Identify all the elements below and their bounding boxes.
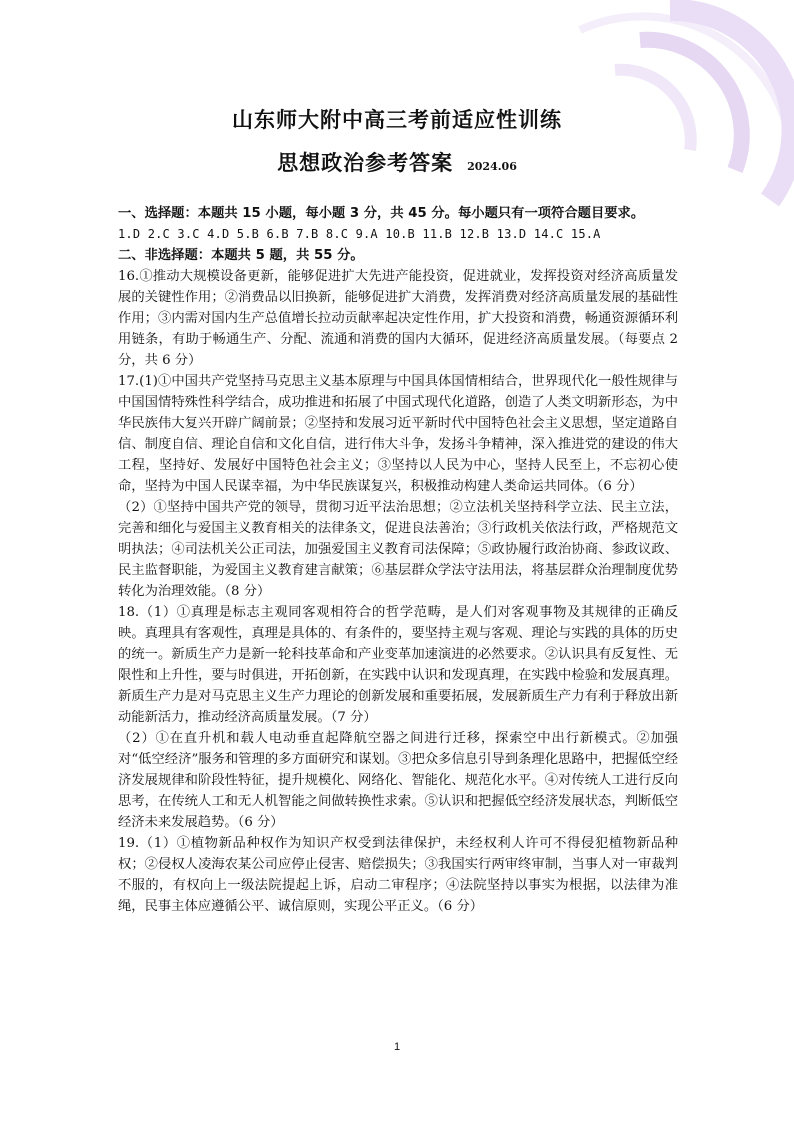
document-date: 2024.06 [467,160,517,173]
page-number: 1 [393,1041,401,1053]
answer-q17-part1: 17.(1)①中国共产党坚持马克思主义基本原理与中国具体国情相结合，世界现代化一般性规律与中国国情特殊性科学结合，成功推进和拓展了中国式现代化道路，创造了人类文明新形态，为中华民族伟大复兴开辟广阔前景；②坚持和发展习近平新时代中国特色社会主义思想，坚定道路自信、制度自信、理论自信和文化自信，进行伟大斗争，发扬斗争精神，深入推进党的建设的伟大工程，坚持好、发展好中国特色社会主义；③坚持以人民为中心，坚持人民至上，不忘初心使命，坚持为中国人民谋幸福，为中华民族谋复兴，积极推动构建人类命运共同体。（6 分） [118,374,678,494]
answer-q16: 16.①推动大规模设备更新，能够促进扩大先进产能投资，促进就业，发挥投资对经济高质量发展的关键性作用；②消费品以旧换新，能够促进扩大消费，发挥消费对经济高质量发展的基础性作用；③内需对国内生产总值增长拉动贡献率起决定性作用，扩大投资和消费，畅通资源循环利用链条，有助于畅通生产、分配、流通和消费的国内大循环，促进经济高质量发展。（每要点 2 分，共 6 分） [118,269,678,368]
document-title: 山东师大附中高三考前适应性训练 [232,107,562,132]
section2-heading: 二、非选择题：本题共 5 题，共 55 分。 [118,248,364,263]
answer-q17-part2: （2）①坚持中国共产党的领导，贯彻习近平法治思想；②立法机关坚持科学立法、民主立法，完善和细化与爱国主义教育相关的法律条文，促进良法善治；③行政机关依法行政，严格规范文明执法；④司法机关公正司法，加强爱国主义教育司法保障；⑤政协履行政治协商、参政议政、民主监督职能，为爱国主义教育建言献策；⑥基层群众学法守法用法，将基层群众治理制度优势转化为治理效能。（8 分） [118,500,678,599]
document-subtitle [0,147,794,177]
answer-q19-part1: 19.（1）①植物新品种权作为知识产权受到法律保护，未经权利人许可不得侵犯植物新品种权；②侵权人凌海农某公司应停止侵害、赔偿损失；③我国实行两审终审制，当事人对一审裁判不服的，有权向上一级法院提起上诉，启动二审程序；④法院坚持以事实为根据，以法律为准绳，民事主体应遵循公平、诚信原则，实现公平正义。（6 分） [118,836,678,914]
section1-heading: 一、选择题：本题共 15 小题，每小题 3 分，共 45 分。每小题只有一项符合题目要求。 [118,206,645,221]
answer-q18-part2: （2）①在直升机和载人电动垂直起降航空器之间进行迁移，探索空中出行新模式。②加强对“低空经济”服务和管理的多方面研究和谋划。③把众多信息引导到条理化思路中，把握低空经济发展规律和阶段性特征，提升规模化、网络化、智能化、规范化水平。④对传统人工进行反向思考，在传统人工和无人机智能之间做转换性求索。⑤认识和把握低空经济发展状态，判断低空经济未来发展趋势。（6 分） [118,731,678,830]
mcq-answers: 1.D 2.C 3.C 4.D 5.B 6.B 7.B 8.C 9.A 10.B 11.B 12.B 13.D 14.C 15.A [118,227,601,241]
answer-content [118,203,678,917]
subtitle-text: 思想政治参考答案 [277,150,454,175]
answer-q18-part1: 18.（1）①真理是标志主观同客观相符合的哲学范畴，是人们对客观事物及其规律的正确反映。真理具有客观性，真理是具体的、有条件的，要坚持主观与客观、理论与实践的具体的历史的统一。新质生产力是新一轮科技革命和产业变革加速演进的必然要求。②认识具有反复性、无限性和上升性，要与时俱进，开拓创新，在实践中认识和发现真理，在实践中检验和发展真理。新质生产力是对马克思主义生产力理论的创新发展和重要拓展，发展新质生产力有利于释放出新动能新活力，推动经济高质量发展。（7 分） [118,605,678,725]
